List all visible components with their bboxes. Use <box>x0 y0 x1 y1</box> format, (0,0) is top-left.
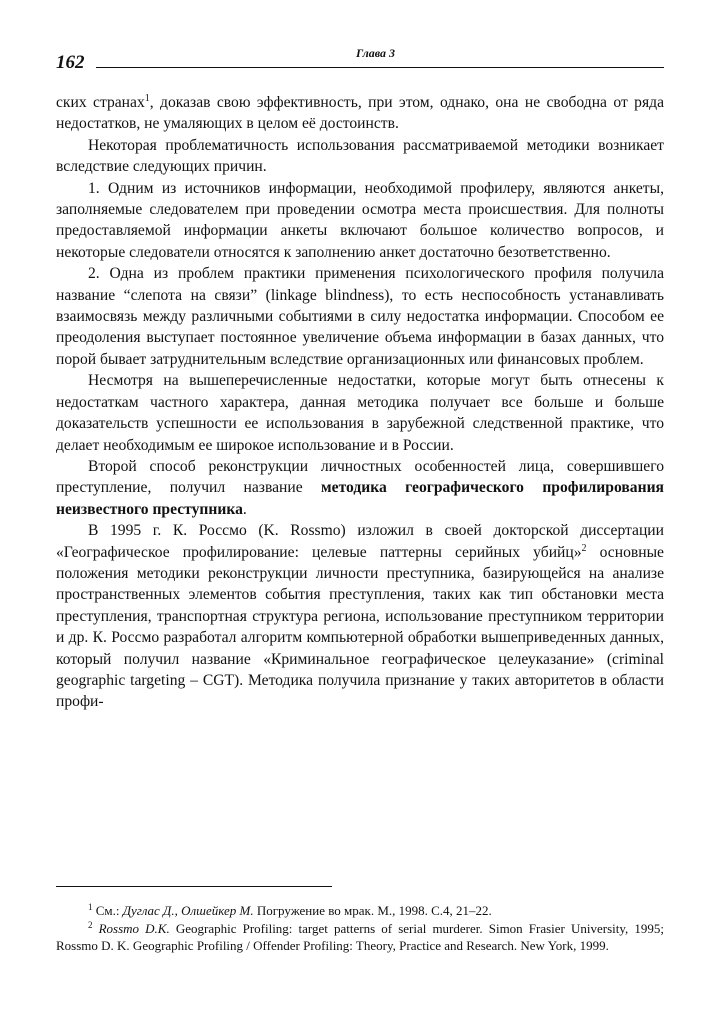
footnote-text: Geographic Profiling: target patterns of serial murderer. Simon Frasier University, 1995; Rossmo D. K. Geographic Profiling / Offender Profiling: Theory, Practice and Research. New York, 1999. <box>56 920 665 953</box>
footnote-1 <box>56 902 664 920</box>
book-page <box>56 44 665 953</box>
footnotes <box>56 902 664 955</box>
paragraph-4: 2. Одна из проблем практики применения психологического профиля получила название “слепота на связи” (linkage blindness), то есть неспособность устанавливать взаимосвязь между различными событиями в силу недостатка информации. Способом ее преодоления выступает постоянное увеличение объема информации в базах данных, что порой бывает затруднительным вследствие организационных или финансовых проблем. <box>56 265 664 368</box>
footnote-2 <box>56 920 664 955</box>
paragraph-text: , доказав свою эффективность, при этом, однако, она не свободна от ряда недостатков, не умаляющих в целом её достоинств. <box>56 94 664 133</box>
paragraph-text: В 1995 г. К. Россмо (K. Rossmo) изложил в своей докторской диссертации «Географическое профилирование: целевые паттерны серийных убийц» <box>56 522 664 561</box>
paragraph-3: 1. Одним из источников информации, необходимой профилеру, являются анкеты, заполняемые следователем при проведении осмотра места происшествия. Для полноты предоставляемой информации анкеты включают большое количество вопросов, и некоторые следователи относятся к заполнению анкет достаточно безответственно. <box>56 179 664 261</box>
footnote-rule <box>56 886 332 887</box>
paragraph-2: Некоторая проблематичность использования рассматриваемой методики возникает вследствие следующих причин. <box>56 136 664 176</box>
paragraph-6 <box>56 456 664 520</box>
main-text <box>56 92 664 713</box>
paragraph-text: . <box>242 500 247 518</box>
running-header <box>56 44 664 80</box>
footnote-ref-1: 1 <box>144 93 150 104</box>
footnote-authors: Дуглас Д., Олшейкер М. <box>122 903 254 918</box>
footnote-number: 2 <box>88 919 93 930</box>
chapter-title: Глава 3 <box>356 46 396 60</box>
footnote-number: 1 <box>88 902 93 912</box>
paragraph-text: Второй способ реконструкции личностных особенностей лица, совершившего преступление, получил название <box>56 457 664 497</box>
paragraph-7 <box>56 520 664 713</box>
footnote-author: Rossmo D.K. <box>98 920 170 936</box>
footnote-text: См.: <box>92 903 123 918</box>
paragraph-text: ских странах <box>56 94 145 111</box>
bold-term: методика географического профилирования неизвестного преступника <box>56 479 664 518</box>
paragraph-text: основные положения методики реконструкции личности преступника, базирующейся на анализе пространственных элементов события преступления, таких как тип обстановки места преступления, транспортная структура региона, использование преступником территории и др. К. Россмо разработал алгоритм компьютерной обработки вышеприведенных данных, который получил название «Криминальное географическое целеуказание» (criminal geographic targeting – CGT). Методика получила признание у таких авторитетов в области профи- <box>56 543 664 711</box>
page-number: 162 <box>56 52 85 73</box>
footnote-ref-2: 2 <box>581 542 587 554</box>
paragraph-5: Несмотря на вышеперечисленные недостатки, которые могут быть отнесены к недостаткам частного характера, данная методика получает все больше и больше доказательств успешности ее использования в зарубежной следственной практике, что делает необходимым ее широкое использование и в России. <box>56 372 664 454</box>
footnote-text: Погружение во мрак. М., 1998. С.4, 21–22. <box>253 903 492 918</box>
header-rule <box>96 67 664 68</box>
paragraph-1 <box>56 92 664 135</box>
